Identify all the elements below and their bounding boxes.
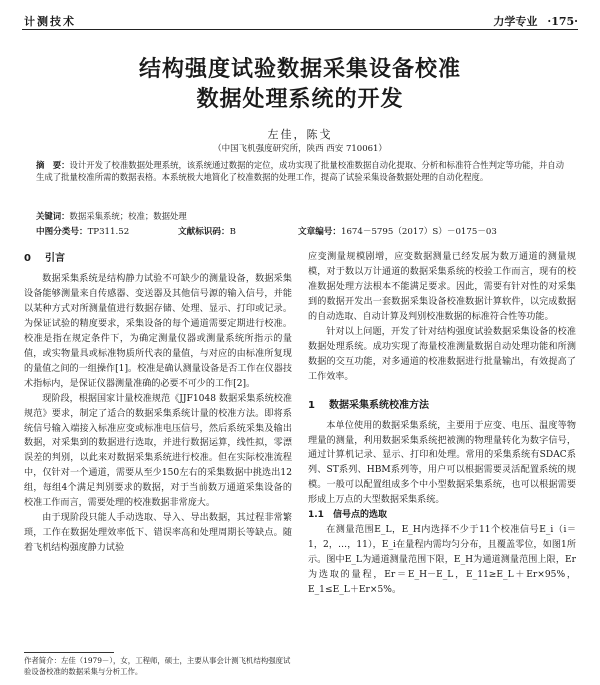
section-heading-intro: 0 引言 [24,253,65,264]
affiliation: （中国飞机强度研究所，陕西 西安 710061） [213,144,387,154]
keywords-text: 数据采集系统；校准；数据处理 [69,211,187,221]
subsection-heading-1-1: 1.1 信号点的选取 [308,510,387,521]
paragraph: 现阶段，根据国家计量校准规范《JJF1048 数据采集系统校准规范》要求，制定了适合的数据采集系统计量的校准方法。即将系统信号输入端接入标准应变或标准电压信号，然后系统采集及输出数据，对采集到的数据进行选取，并进行数据运算，线性拟，零漂误差的判别，以此来对数据采集系统进行校准。但在实际校准流程中，仅针对一个通道，需要从至少150左右的采集数据中挑选出12组，每组4个满足判别要求的数据，对于当前数万通道采集设备的校准工作而言，需要处理的校准数据非常庞大。 [24,393,292,509]
abstract-text: 设计开发了校准数据处理系统，该系统通过数据的定位，成功实现了批量校准数据自动化提取、分析和标准符合性判定等功能，并自动生成了批量校准所需的数据表格。本系统极大地简化了校准数据的处理工作，提高了试验采集设备数据处理的自动化程度。 [36,160,565,183]
section-name: 力学专业 [493,15,538,28]
title-line-1: 结构强度试验数据采集设备校准 [138,57,461,82]
abstract [36,159,564,184]
paragraph: 由于现阶段只能人手动选取、导入、导出数据，其过程非常繁琐，工作在数据处理效率低下、错误率高和处理周期长等缺点。随着飞机结构强度静力试验 [24,513,292,554]
document-code: 文献标识码：B [178,227,236,237]
paragraph: 本单位使用的数据采集系统，主要用于应变、电压、温度等物理量的测量，利用数据采集系统把被测的物理量转化为数字信号，通过计算机记录、显示、打印和处理。常用的采集系统有SDAC系列、ST系列、HBM系列等，用户可以根据需要灵活配置系统的规模。一般可以配置组成多个中小型数据采集系统，也可以根据需要形成上万点的大型数据采集系统。 [308,420,576,506]
abstract-label: 摘 要： [36,160,70,170]
running-head-right [483,13,578,29]
author-footnote: 作者简介：左佳（1979－），女，工程师，硕士，主要从事会计测飞机结构强度试验设备校准的数据采集与分析工作。 [24,656,291,676]
right-column [308,250,576,598]
paragraph: 针对以上问题，开发了针对结构强度试验数据采集设备的校准数据处理系统。成功实现了海量校准测量数据自动处理功能和所测数据的交互功能，对多通道的校准数据进行批量输出，有效提高了工作效率。 [308,326,576,382]
keywords [36,210,564,222]
page-number: ·175· [547,15,578,28]
clc-number: 中图分类号：TP311.52 [36,227,130,237]
keywords-label: 关键词： [36,211,70,221]
article-number: 文章编号：1674－5795（2017）S）－0175－03 [298,227,497,237]
section-heading-1: 1 数据采集系统校准方法 [308,399,429,411]
authors: 左佳，陈戈 [267,128,333,141]
paragraph: 在测量范围E_L，E_H内选择不少于11个校准信号E_i（i＝1，2，…，11），E_i在量程内需均匀分布，且覆盖零位，如图1所示。图中E_L为通道测量范围下限，E_H为通道测量范围上限，Er为选取的量程，Er＝E_H－E_L，E_11≥E_L＋Er×95%，E_1≤E_L＋Er×5%。 [308,525,576,596]
paragraph: 应变测量规模剧增，应变数据测量已经发展为数万通道的测量规模，对于数以万计通道的数据采集系统的校验工作而言，现有的校准数据处理方法根本不能满足要求。因此，需要有针对性的对采集到的数据开发出一套数据采集设备校准数据计算软件，以完成数据的自动选取、自动计算及判别校准数据的标准符合性等功能。 [308,252,576,322]
title-line-2: 数据处理系统的开发 [196,87,404,112]
footnote-rule [24,652,114,653]
left-column [24,250,292,556]
article-title [0,55,600,115]
paragraph: 数据采集系统是结构静力试验不可缺少的测量设备，数据采集设备能够测量来自传感器、变送器及其他信号源的输入信号，并能以某种方式对所测量值进行数据存储、处理、显示、打印或记录。为保证试验的精度要求，采集设备的每个通道需要定期进行校准。校准是指在规定条件下，为确定测量仪器或测量系统所指示的量值，或实物量具或标准物质所代表的量值，与对应的由标准所复现的量值之间的一组操作[1]。校准是确认测量设备是否工作在仪器技术指标内，是保证仪器测量准确的必要不可少的工作[2]。 [24,274,292,389]
header-rule [22,29,578,30]
journal-name: 计测技术 [24,15,76,28]
